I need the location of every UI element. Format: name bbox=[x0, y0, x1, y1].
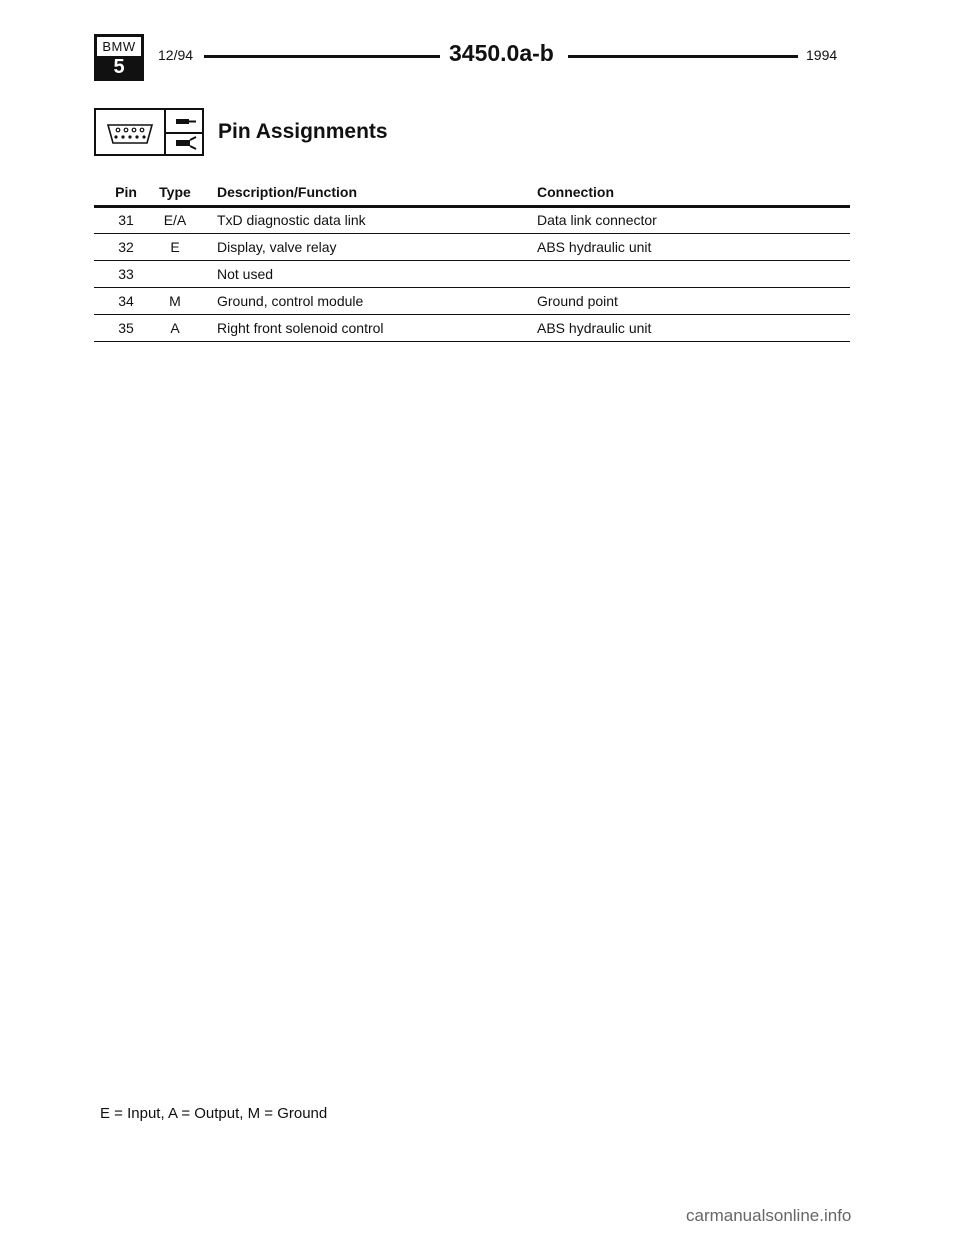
table-row-type: E/A bbox=[163, 212, 187, 228]
table-row-pin: 33 bbox=[118, 266, 134, 282]
table-row-type: E bbox=[170, 239, 180, 255]
table-row-connection: Ground point bbox=[537, 293, 618, 309]
table-row-description: Not used bbox=[217, 266, 274, 282]
row-divider bbox=[94, 233, 850, 234]
header-doc-code: 3450.0a-b bbox=[449, 40, 554, 66]
table-row-description: TxD diagnostic data link bbox=[217, 212, 366, 228]
table-bottom-rule bbox=[94, 341, 850, 342]
table-row-type: A bbox=[170, 320, 180, 336]
column-header-description: Description/Function bbox=[217, 184, 357, 200]
table-row-pin: 31 bbox=[118, 212, 134, 228]
table-header-rule bbox=[94, 205, 850, 208]
watermark: carmanualsonline.info bbox=[686, 1206, 852, 1225]
logo-series: 5 bbox=[97, 56, 141, 78]
logo-brand: BMW bbox=[102, 39, 136, 54]
type-legend: E = Input, A = Output, M = Ground bbox=[100, 1105, 328, 1122]
table-row-description: Display, valve relay bbox=[217, 239, 337, 255]
header-rule-left bbox=[204, 55, 440, 58]
row-divider bbox=[94, 287, 850, 288]
row-divider bbox=[94, 314, 850, 315]
connector-icon bbox=[105, 123, 155, 145]
bmw-5-logo bbox=[94, 34, 144, 81]
table-row-pin: 34 bbox=[118, 293, 134, 309]
table-row-pin: 32 bbox=[118, 239, 134, 255]
column-header-pin: Pin bbox=[115, 184, 137, 200]
input-output-icon bbox=[172, 114, 200, 152]
table-row-type: M bbox=[169, 293, 181, 309]
column-header-connection: Connection bbox=[537, 184, 614, 200]
row-divider bbox=[94, 260, 850, 261]
section-icon-box bbox=[94, 108, 204, 156]
table-row-connection: ABS hydraulic unit bbox=[537, 239, 652, 255]
header-rule-right bbox=[568, 55, 798, 58]
header-date: 12/94 bbox=[158, 47, 194, 63]
table-row-description: Right front solenoid control bbox=[217, 320, 384, 336]
table-row-description: Ground, control module bbox=[217, 293, 364, 309]
column-header-type: Type bbox=[159, 184, 191, 200]
table-row-connection: ABS hydraulic unit bbox=[537, 320, 652, 336]
table-row-pin: 35 bbox=[118, 320, 134, 336]
header-year: 1994 bbox=[806, 47, 838, 63]
table-row-connection: Data link connector bbox=[537, 212, 657, 228]
page-title: Pin Assignments bbox=[218, 120, 388, 143]
